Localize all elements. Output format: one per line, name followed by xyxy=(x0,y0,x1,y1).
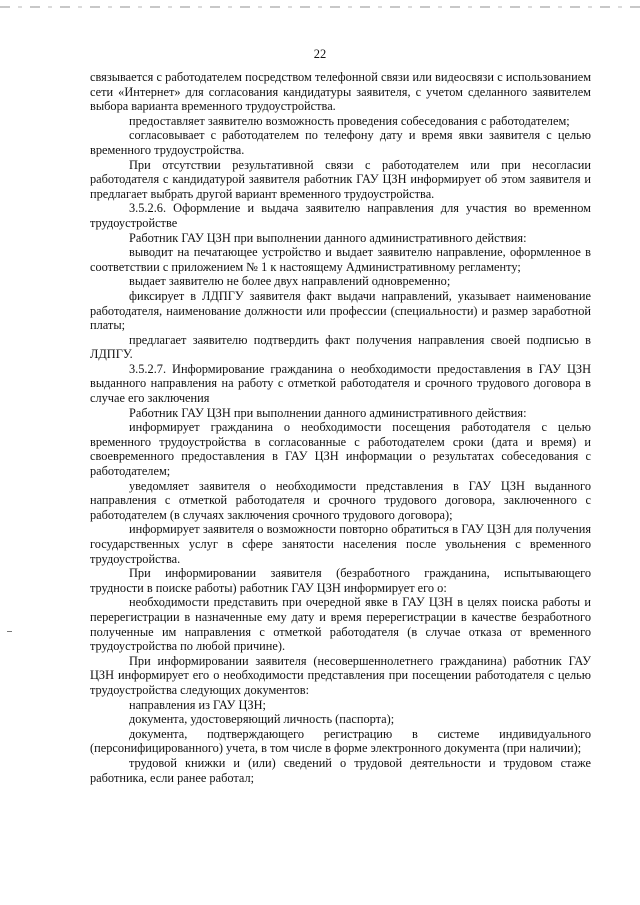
list-item: информирует заявителя о возможности повторно обратиться в ГАУ ЦЗН для получения государственных услуг в сфере занятости населения после увольнения с временного трудоустройства. xyxy=(90,522,591,566)
paragraph: предоставляет заявителю возможность проведения собеседования с работодателем; xyxy=(129,113,570,128)
paragraph: Работник ГАУ ЦЗН при выполнении данного административного действия: xyxy=(129,230,527,245)
document-body xyxy=(90,70,591,785)
paragraph-continuation: связывается с работодателем посредством телефонной связи или видеосвязи с использованием сети «Интернет» для согласования кандидатуры заявителя, с учетом сделанного заявителем выбора варианта временного трудоустройства. xyxy=(90,70,591,114)
list-item: необходимости представить при очередной явке в ГАУ ЦЗН в целях поиска работы и перерегистрации в назначенные ему дату и время перерегистрации в качестве безработного полученные им направления с отметкой работодателя (в случае отказа от временного трудоустройства по любой причине). xyxy=(90,595,591,654)
list-item: трудовой книжки и (или) сведений о трудовой деятельности и трудовом стаже работника, если ранее работал; xyxy=(90,755,591,785)
section-heading-3-5-2-7: 3.5.2.7. Информирование гражданина о необходимости предоставления в ГАУ ЦЗН выданного направления на работу с отметкой работодателя и срочного трудового договора в случае его заключения xyxy=(90,361,591,406)
list-item: документа, подтверждающего регистрацию в системе индивидуального (персонифицированного) учета, в том числе в форме электронного документа (при наличии); xyxy=(90,726,591,756)
paragraph: Работник ГАУ ЦЗН при выполнении данного административного действия: xyxy=(129,405,527,420)
list-item: выводит на печатающее устройство и выдает заявителю направление, оформленное в соответствии с приложением № 1 к настоящему Административному регламенту; xyxy=(90,245,591,274)
scan-artifact-line xyxy=(0,6,640,8)
paragraph: При отсутствии результативной связи с работодателем или при несогласии работодателя с кандидатурой заявителя работник ГАУ ЦЗН информирует об этом заявителя и предлагает выбрать другой вариант временного трудоустройства. xyxy=(90,157,591,201)
section-heading-3-5-2-6: 3.5.2.6. Оформление и выдача заявителю направления для участия во временном трудоустройстве xyxy=(90,201,591,230)
list-item: направления из ГАУ ЦЗН; xyxy=(129,697,266,712)
list-item: выдает заявителю не более двух направлений одновременно; xyxy=(129,274,451,289)
page-number: 22 xyxy=(313,47,327,61)
list-item: предлагает заявителю подтвердить факт получения направления своей подписью в ЛДПГУ. xyxy=(90,332,591,362)
list-item: информирует гражданина о необходимости посещения работодателя с целью временного трудоустройства в согласованные с работодателем сроки (дата и время) и своевременного предоставления в ГАУ ЦЗН информации о результатах собеседования с работодателем; xyxy=(90,420,591,479)
paragraph: согласовывает с работодателем по телефону дату и время явки заявителя с целью временного трудоустройства. xyxy=(90,128,591,157)
list-item: фиксирует в ЛДПГУ заявителя факт выдачи направлений, указывает наименование работодателя, наименование должности или профессии (специальности) и размер заработной платы; xyxy=(90,288,591,333)
paragraph: При информировании заявителя (несовершеннолетнего гражданина) работник ГАУ ЦЗН информирует его о необходимости представления при посещении работодателя с целью трудоустройства следующих документов: xyxy=(90,653,591,697)
list-item: документа, удостоверяющий личность (паспорта); xyxy=(129,712,395,727)
scan-edge-mark xyxy=(7,631,12,632)
list-item: уведомляет заявителя о необходимости представления в ГАУ ЦЗН выданного направления с отметкой работодателя и срочного трудового договора, заключенного с работодателем (в случаях заключения срочного трудового договора); xyxy=(90,478,591,522)
paragraph: При информировании заявителя (безработного гражданина, испытывающего трудности в поиске работы) работник ГАУ ЦЗН информирует его о: xyxy=(90,566,591,595)
